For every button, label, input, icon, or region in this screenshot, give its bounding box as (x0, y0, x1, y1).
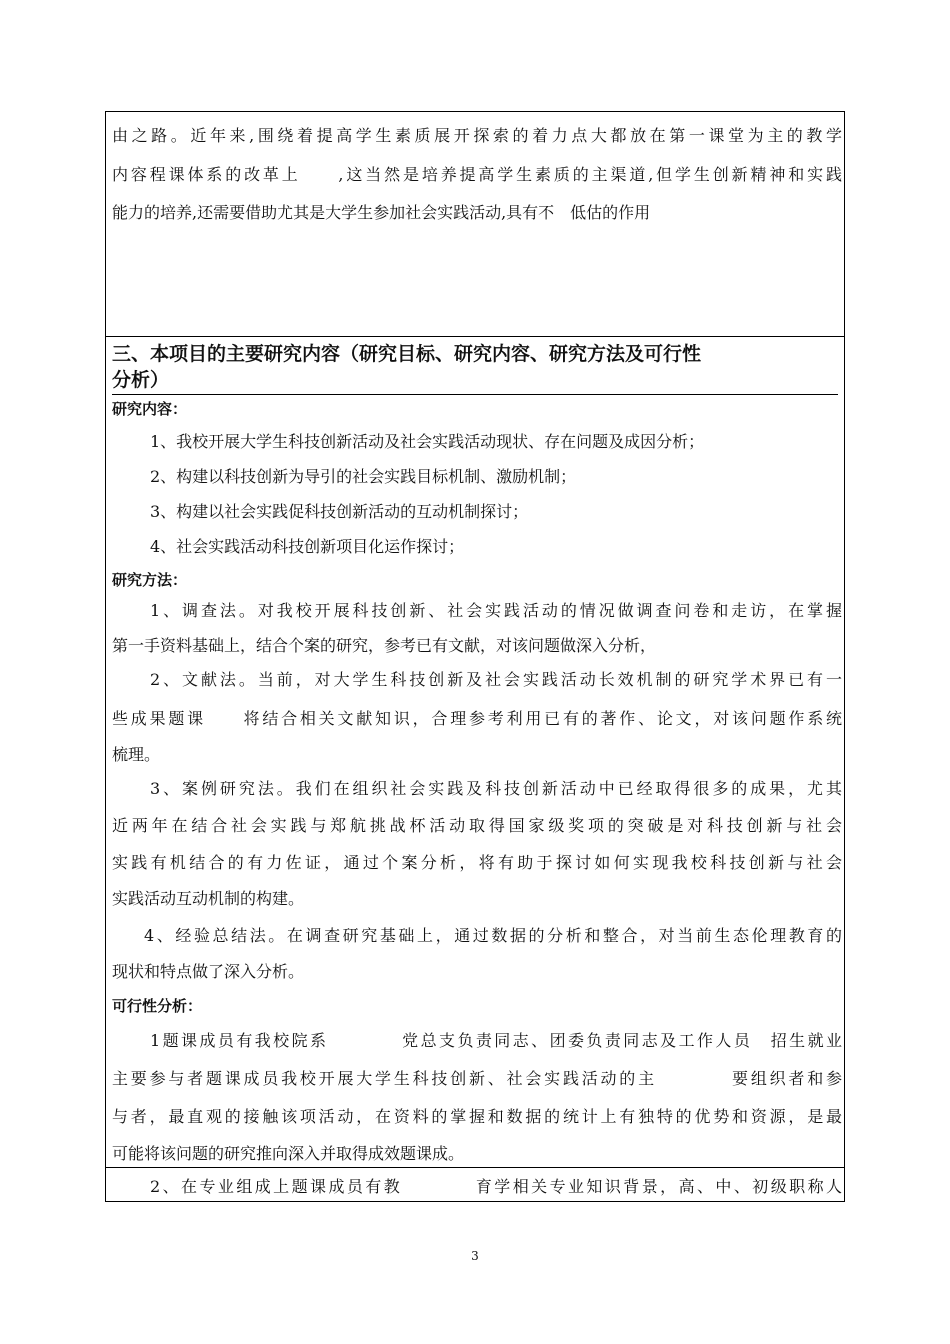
feasibility-line: 与者，最直观的接触该项活动，在资料的掌握和数据的统计上有独特的优势和资源，是最 (112, 1107, 842, 1126)
research-methods-heading: 研究方法： (112, 571, 188, 589)
method-line: 2、文献法。当前，对大学生科技创新及社会实践活动长效机制的研究学术界已有一 (150, 670, 842, 689)
paragraph-line: 由之路。近年来,围绕着提高学生素质展开探索的着力点大都放在第一课堂为主的教学 (112, 126, 842, 145)
method-line: 第一手资料基础上，结合个案的研究，参考已有文献，对该问题做深入分析， (112, 636, 657, 655)
page-number: 3 (471, 1249, 479, 1263)
method-line: 近两年在结合社会实践与郑航挑战杯活动取得国家级奖项的突破是对科技创新与社会 (112, 816, 842, 835)
feasibility-line: 1题课成员有我校院系 党总支负责同志、团委负责同志及工作人员 招生就业 (150, 1031, 842, 1050)
content-item: 4、社会实践活动科技创新项目化运作探讨； (150, 537, 465, 556)
paragraph-line: 内容程课体系的改革上 ,这当然是培养提高学生素质的主渠道,但学生创新精神和实践 (112, 165, 842, 184)
table-divider (105, 1167, 845, 1168)
section-title-continued: 分析） (112, 369, 170, 391)
method-line: 现状和特点做了深入分析。 (112, 962, 305, 981)
method-line: 3、案例研究法。我们在组织社会实践及科技创新活动中已经取得很多的成果，尤其 (150, 779, 842, 798)
method-line: 实践有机结合的有力佐证，通过个案分析，将有助于探讨如何实现我校科技创新与社会 (112, 853, 842, 872)
method-line: 实践活动互动机制的构建。 (112, 889, 305, 908)
content-item: 1、我校开展大学生科技创新活动及社会实践活动现状、存在问题及成因分析； (150, 432, 705, 451)
feasibility-line: 主要参与者题课成员我校开展大学生科技创新、社会实践活动的主 要组织者和参 (112, 1069, 842, 1088)
content-item: 3、构建以社会实践促科技创新活动的互动机制探讨； (150, 502, 529, 521)
paragraph-line: 能力的培养,还需要借助尤其是大学生参加社会实践活动,具有不 低估的作用 (112, 203, 651, 222)
method-line: 些成果题课 将结合相关文献知识，合理参考利用已有的著作、论文，对该问题作系统 (112, 709, 842, 728)
method-line: 梳理。 (112, 745, 161, 764)
table-divider (105, 336, 845, 337)
method-line: 4、经验总结法。在调查研究基础上，通过数据的分析和整合，对当前生态伦理教育的 (144, 926, 842, 945)
feasibility-line: 可能将该问题的研究推向深入并取得成效题课成。 (112, 1144, 465, 1163)
content-item: 2、构建以科技创新为导引的社会实践目标机制、激励机制； (150, 467, 577, 486)
feasibility-line: 2、在专业组成上题课成员有教 育学相关专业知识背景，高、中、初级职称人 (150, 1177, 842, 1196)
feasibility-heading: 可行性分析： (112, 997, 203, 1015)
section-title: 三、本项目的主要研究内容（研究目标、研究内容、研究方法及可行性 (112, 343, 702, 365)
research-content-heading: 研究内容： (112, 400, 188, 418)
title-underline (112, 394, 838, 395)
method-line: 1、调查法。对我校开展科技创新、社会实践活动的情况做调查问卷和走访，在掌握 (150, 601, 842, 620)
